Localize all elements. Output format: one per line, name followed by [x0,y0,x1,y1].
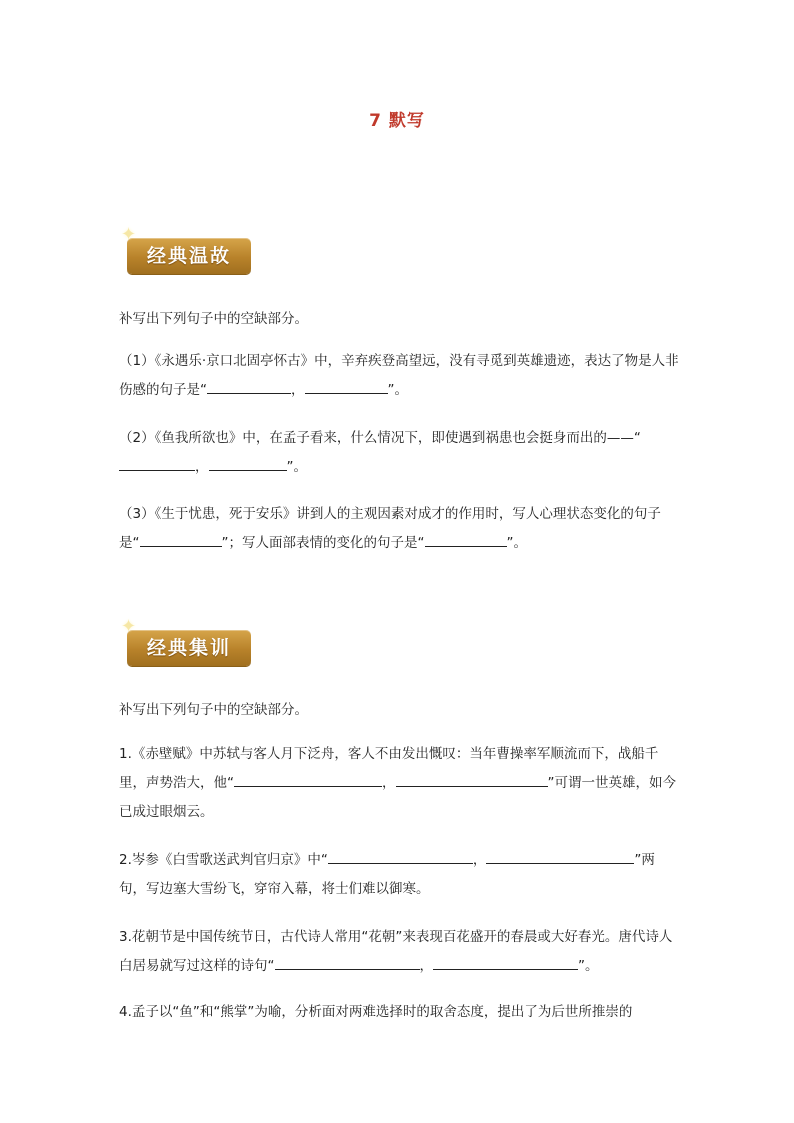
question-text: ， [291,382,305,398]
section1-question-3 [119,500,679,558]
question-text: ”两句，写边塞大雪纷飞，穿帘入幕，将士们难以御寒。 [119,852,655,897]
section-badge-label: 经典温故 [146,245,231,267]
question-text: ”可谓一世英雄，如今已成过眼烟云。 [119,775,676,820]
section-badge-review [121,224,251,274]
answer-blank[interactable] [207,379,291,394]
answer-blank[interactable] [486,849,634,864]
section2-question-4 [119,998,679,1027]
answer-blank[interactable] [234,772,382,787]
question-text: ， [472,852,487,868]
question-text: 1.《赤壁赋》中苏轼与客人月下泛舟，客人不由发出慨叹：当年曹操率军顺流而下，战船千里，声势浩大，他“ [119,746,659,791]
sparkle-star-icon: ✦ [121,616,137,637]
section2-question-2 [119,846,679,904]
question-text: ”；写人面部表情的变化的句子是“ [221,535,425,551]
section2-question-3 [119,923,679,981]
section1-question-2 [119,424,679,482]
question-text: ， [419,958,433,974]
page-title: 7 默写 [369,111,425,131]
answer-blank[interactable] [140,532,222,547]
question-text: 2.岑参《白雪歌送武判官归京》中“ [119,852,328,868]
question-text: ， [195,459,209,475]
question-text: （3）《生于忧患，死于安乐》讲到人的主观因素对成才的作用时，写人心理状态变化的句子是“ [119,506,661,551]
answer-blank[interactable] [328,849,473,864]
answer-blank[interactable] [305,379,388,394]
answer-blank[interactable] [396,772,548,787]
section1-instruction: 补写出下列句子中的空缺部分。 [119,311,308,327]
question-text: 3.花朝节是中国传统节日，古代诗人常用“花朝”来表现百花盛开的春晨或大好春光。唐代诗人白居易就写过这样的诗句“ [119,929,673,974]
question-text: ”。 [578,958,599,974]
question-text: （1）《永遇乐·京口北固亭怀古》中，辛弃疾登高望远，没有寻觅到英雄遗迹，表达了物是人非伤感的句子是“ [119,353,679,398]
question-text: 4.孟子以“鱼”和“熊掌”为喻，分析面对两难选择时的取舍态度，提出了为后世所推崇的 [119,1004,633,1020]
answer-blank[interactable] [209,456,287,471]
question-text: （2）《鱼我所欲也》中，在孟子看来，什么情况下，即使遇到祸患也会挺身而出的——“ [119,430,641,446]
question-text: ”。 [506,535,527,551]
section1-question-1 [119,347,679,405]
sparkle-star-icon: ✦ [121,224,137,245]
section-badge-practice [121,616,251,666]
section2-instruction: 补写出下列句子中的空缺部分。 [119,702,308,718]
answer-blank[interactable] [433,955,578,970]
section2-question-1 [119,740,679,827]
answer-blank[interactable] [425,532,507,547]
section-badge-label: 经典集训 [146,637,231,659]
question-text: ”。 [387,382,408,398]
answer-blank[interactable] [275,955,420,970]
answer-blank[interactable] [119,456,195,471]
question-text: ”。 [286,459,307,475]
question-text: ， [382,775,396,791]
